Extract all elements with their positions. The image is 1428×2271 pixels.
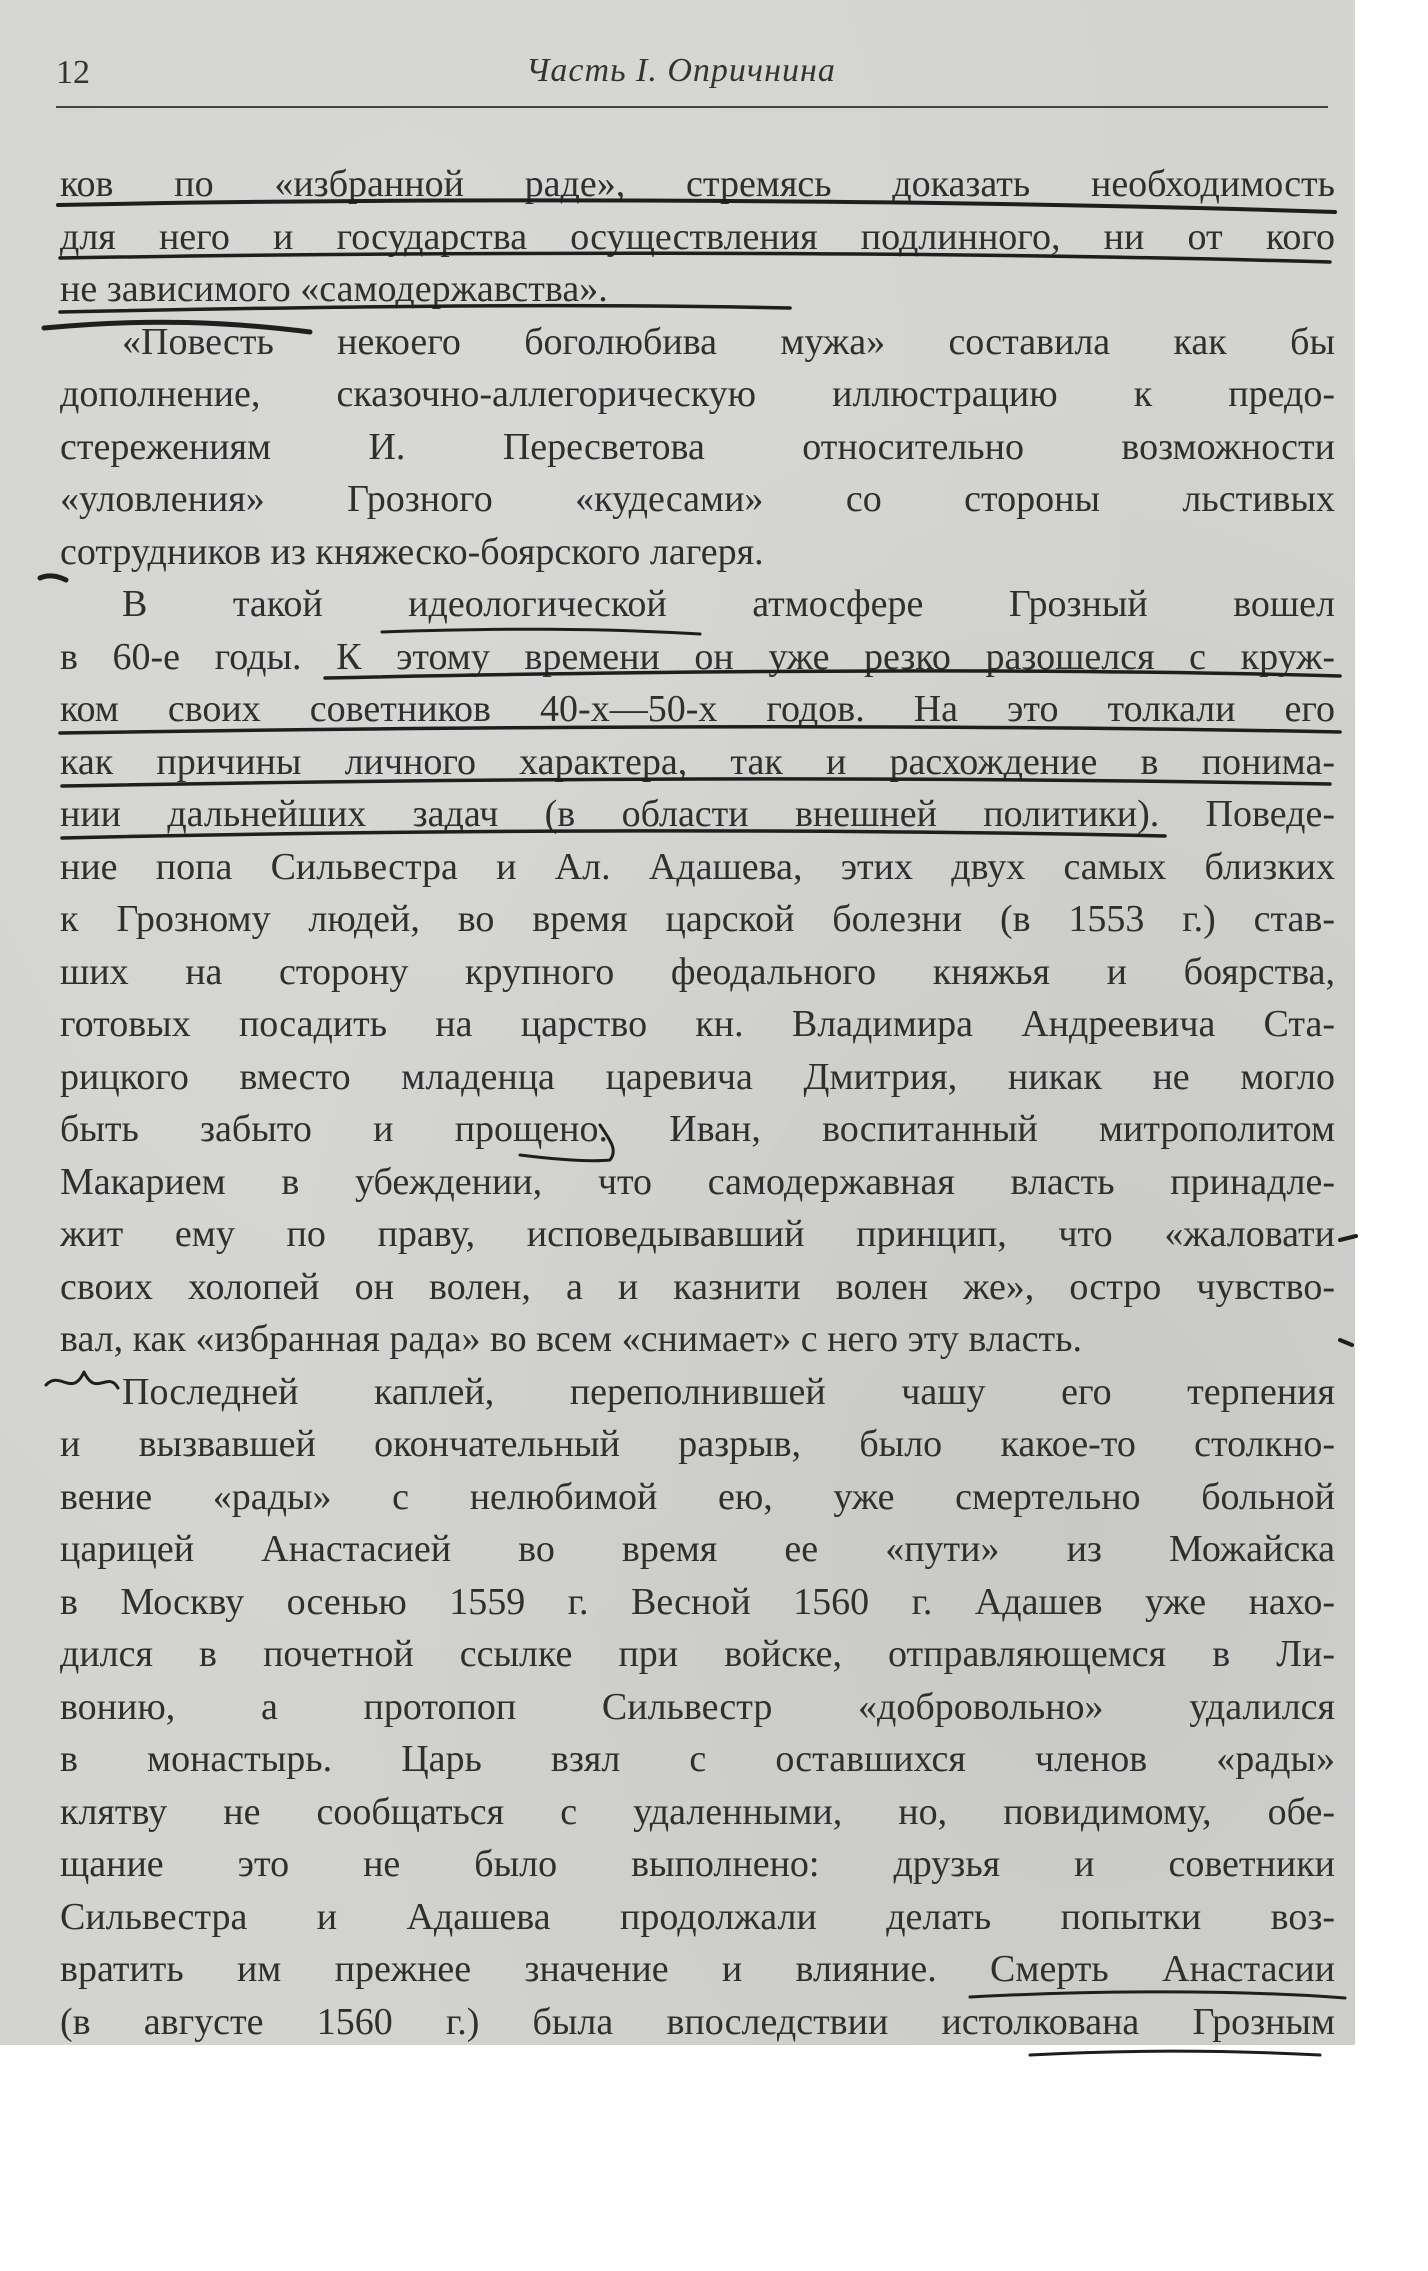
page-number: 12 bbox=[56, 54, 90, 91]
text-line: ние попа Сильвестра и Ал. Адашева, этих двух самых близких bbox=[60, 845, 1335, 888]
text-line: Макарием в убеждении, что самодержавная власть принадле- bbox=[60, 1160, 1335, 1203]
running-head: Часть I. Опричнина bbox=[526, 52, 836, 89]
text-line: сотрудников из княжеско-боярского лагеря. bbox=[60, 530, 764, 573]
text-line: щание это не было выполнено: друзья и советники bbox=[60, 1843, 1335, 1885]
text-line: в Москву осенью 1559 г. Весной 1560 г. Адашев уже нахо- bbox=[60, 1580, 1335, 1623]
text-line: как причины личного характера, так и расхождение в понима- bbox=[60, 740, 1335, 783]
text-line: вонию, а протопоп Сильвестр «добровольно» удалился bbox=[60, 1685, 1335, 1728]
text-line: вение «рады» с нелюбимой ею, уже смертельно больной bbox=[60, 1475, 1335, 1518]
text-line: дополнение, сказочно-аллегорическую иллюстрацию к предо- bbox=[60, 373, 1335, 415]
text-line: «уловления» Грозного «кудесами» со стороны льстивых bbox=[60, 478, 1335, 520]
text-line: Сильвестра и Адашева продолжали делать попытки воз- bbox=[60, 1895, 1335, 1938]
text-line: быть забыто и прощено. Иван, воспитанный митрополитом bbox=[60, 1108, 1335, 1150]
text-line: вал, как «избранная рада» во всем «снимает» с него эту власть. bbox=[60, 1318, 1082, 1360]
text-line: дился в почетной ссылке при войске, отправляющемся в Ли- bbox=[60, 1633, 1335, 1675]
text-line: в монастырь. Царь взял с оставшихся членов «рады» bbox=[60, 1738, 1335, 1780]
text-line: царицей Анастасией во время ее «пути» из Можайска bbox=[60, 1528, 1335, 1570]
text-line: Последней каплей, переполнившей чашу его терпения bbox=[122, 1370, 1335, 1413]
text-line: «Повесть некоего боголюбива мужа» составила как бы bbox=[122, 320, 1335, 363]
text-line: нии дальнейших задач (в области внешней политики). Поведе- bbox=[60, 793, 1335, 835]
underline-mark bbox=[1030, 2051, 1320, 2055]
body-text bbox=[60, 158, 1335, 2048]
text-line: не зависимого «самодержавства». bbox=[60, 268, 608, 310]
text-line: и вызвавшей окончательный разрыв, было какое-то столкно- bbox=[60, 1423, 1335, 1465]
text-line: жит ему по праву, исповедывавший принцип, что «жаловати bbox=[60, 1213, 1335, 1255]
text-line: готовых посадить на царство кн. Владимира Андреевича Ста- bbox=[60, 1003, 1335, 1045]
text-line: рицкого вместо младенца царевича Дмитрия, никак не могло bbox=[60, 1055, 1335, 1098]
text-line: ков по «избранной раде», стремясь доказать необходимость bbox=[60, 163, 1335, 205]
text-line: ших на сторону крупного феодального княжья и боярства, bbox=[60, 950, 1335, 993]
text-line: (в августе 1560 г.) была впоследствии истолкована Грозным bbox=[60, 2000, 1335, 2043]
text-line: к Грозному людей, во время царской болезни (в 1553 г.) став- bbox=[60, 898, 1335, 940]
text-line: вратить им прежнее значение и влияние. Смерть Анастасии bbox=[60, 1948, 1335, 1990]
text-line: ком своих советников 40-х—50-х годов. На это толкали его bbox=[60, 688, 1335, 730]
text-line: стережениям И. Пересветова относительно возможности bbox=[60, 425, 1335, 468]
text-line: для него и государства осуществления подлинного, ни от кого bbox=[60, 215, 1335, 258]
header-rule bbox=[56, 106, 1328, 108]
text-line: клятву не сообщаться с удаленными, но, повидимому, обе- bbox=[60, 1790, 1335, 1833]
text-line: в 60-е годы. К этому времени он уже резко разошелся с круж- bbox=[60, 635, 1335, 678]
page-header bbox=[56, 48, 1328, 108]
text-line: В такой идеологической атмосфере Грозный вошел bbox=[122, 583, 1335, 625]
text-line: своих холопей он волен, а и казнити волен же», остро чувство- bbox=[60, 1265, 1335, 1308]
